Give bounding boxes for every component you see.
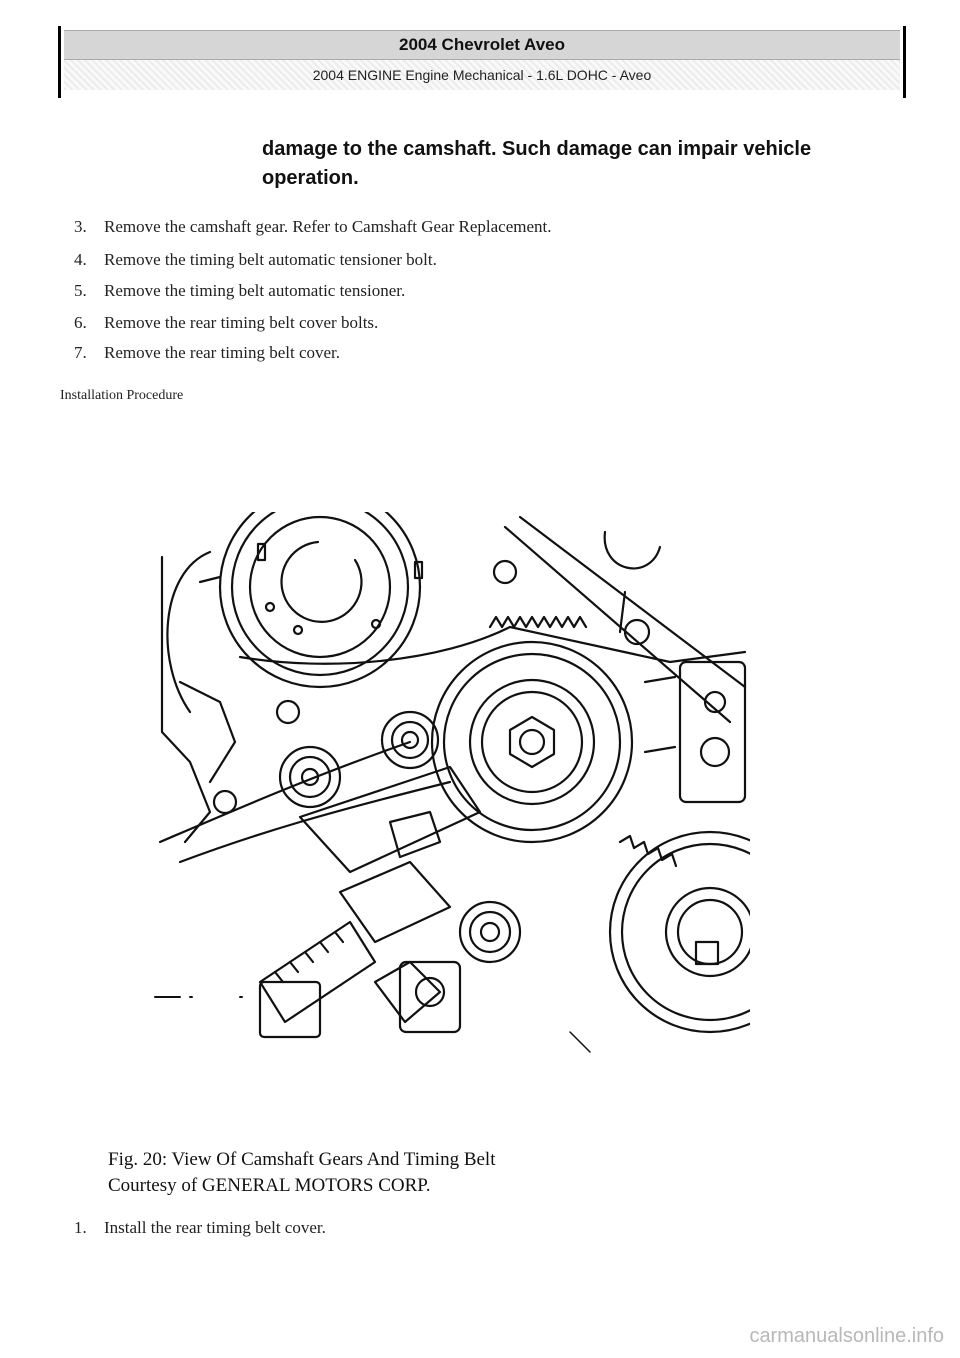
step-text: Remove the timing belt automatic tensioner bolt.	[104, 250, 437, 269]
step-number: 6.	[74, 313, 87, 332]
step-text: Remove the rear timing belt cover.	[104, 343, 341, 362]
warning-line-2: operation.	[262, 167, 359, 189]
left-casting-edge-inner	[180, 682, 235, 782]
removal-step	[74, 281, 894, 301]
tensioner-pulley	[280, 747, 340, 807]
removal-step	[74, 343, 894, 363]
document-title: 2004 Chevrolet Aveo	[64, 30, 900, 60]
warning-continuation	[262, 135, 902, 193]
tensioner-bolt	[382, 712, 438, 768]
step-text: Remove the camshaft gear. Refer to Camshaft Gear Replacement.	[104, 217, 552, 236]
warning-line-1: damage to the camshaft. Such damage can impair vehicle	[262, 138, 812, 160]
timing-belt-diagram	[150, 512, 750, 1057]
upper-right-bracket	[605, 532, 745, 802]
installation-step	[74, 1218, 894, 1238]
step-text: Install the rear timing belt cover.	[104, 1218, 326, 1237]
step-number: 3.	[74, 217, 87, 236]
step-number: 7.	[74, 343, 87, 362]
bolt-hole	[494, 561, 516, 583]
section-heading: Installation Procedure	[60, 388, 184, 403]
left-lobe	[167, 552, 210, 712]
lower-camshaft-gear	[610, 832, 750, 1032]
tensioner-actuator	[260, 922, 460, 1037]
document-subtitle: 2004 ENGINE Engine Mechanical - 1.6L DOHC - Aveo	[64, 60, 900, 90]
figure-caption	[108, 1147, 496, 1199]
removal-step	[74, 313, 894, 333]
idler-pulley	[432, 642, 632, 842]
step-number: 5.	[74, 281, 87, 300]
bolt-hole	[277, 701, 299, 723]
removal-step	[74, 217, 894, 237]
bolt-hole	[214, 791, 236, 813]
step-text: Remove the rear timing belt cover bolts.	[104, 313, 379, 332]
dashed-guide	[570, 1032, 590, 1052]
step-number: 4.	[74, 250, 87, 269]
watermark: carmanualsonline.info	[749, 1325, 944, 1347]
removal-step	[74, 250, 894, 270]
step-number: 1.	[74, 1218, 87, 1237]
caption-line-2: Courtesy of GENERAL MOTORS CORP.	[108, 1175, 431, 1196]
left-casting-edge	[162, 557, 210, 842]
step-text: Remove the timing belt automatic tensioner.	[104, 281, 406, 300]
timing-belt-left-inner	[180, 782, 450, 862]
caption-line-1: Fig. 20: View Of Camshaft Gears And Timing Belt	[108, 1149, 496, 1170]
